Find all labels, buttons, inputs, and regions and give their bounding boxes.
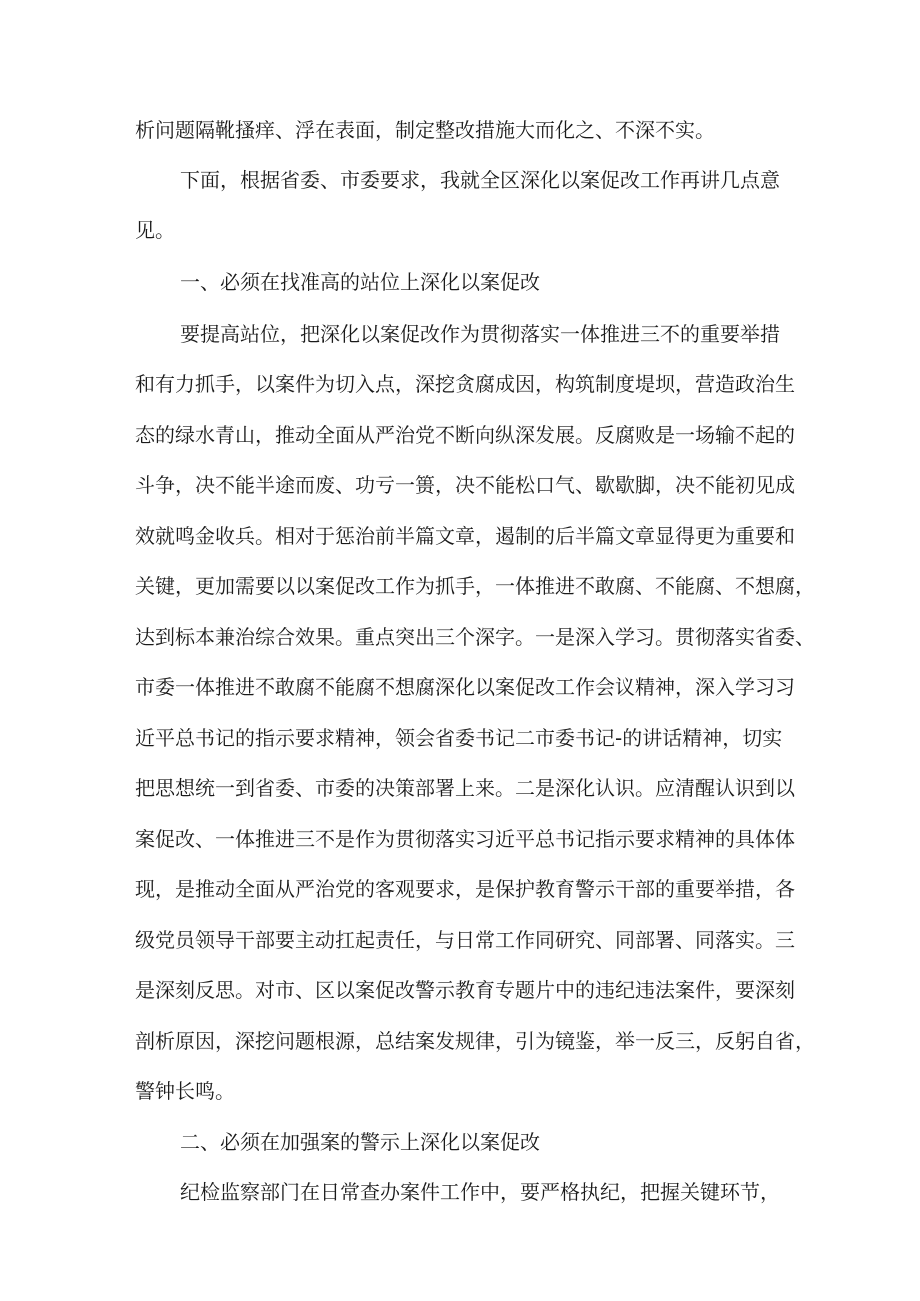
body-line-20: 警钟长鸣。: [135, 1079, 235, 1103]
body-line-17: 级党员领导干部要主动扛起责任，与日常工作同研究、同部署、同落实。三: [135, 928, 795, 952]
body-line-11: 达到标本兼治综合效果。重点突出三个深字。一是深入学习。贯彻落实省委、: [135, 625, 815, 649]
body-line-6: 和有力抓手，以案件为切入点，深挖贪腐成因，构筑制度堤坝，营造政治生: [135, 372, 795, 396]
body-line-18: 是深刻反思。对市、区以案促改警示教育专题片中的违纪违法案件，要深刻: [135, 978, 795, 1002]
body-line-22: 纪检监察部门在日常查办案件工作中，要严格执纪，把握关键环节，: [180, 1180, 780, 1204]
body-line-7: 态的绿水青山，推动全面从严治党不断向纵深发展。反腐败是一场输不起的: [135, 423, 795, 447]
body-line-5: 要提高站位，把深化以案促改作为贯彻落实一体推进三不的重要举措: [180, 322, 780, 346]
section-heading-2: 二、必须在加强案的警示上深化以案促改: [180, 1130, 540, 1154]
body-line-3: 见。: [135, 218, 175, 242]
section-heading-1: 一、必须在找准高的站位上深化以案促改: [180, 270, 540, 294]
body-line-9: 效就鸣金收兵。相对于惩治前半篇文章，遏制的后半篇文章显得更为重要和: [135, 524, 795, 548]
body-line-14: 把思想统一到省委、市委的决策部署上来。二是深化认识。应清醒认识到以: [135, 776, 795, 800]
body-line-1: 析问题隔靴搔痒、浮在表面，制定整改措施大而化之、不深不实。: [135, 118, 715, 142]
body-line-2: 下面，根据省委、市委要求，我就全区深化以案促改工作再讲几点意: [180, 168, 780, 192]
body-line-13: 近平总书记的指示要求精神，领会省委书记二市委书记-的讲话精神，切实: [135, 726, 783, 750]
body-line-8: 斗争，决不能半途而废、功亏一篑，决不能松口气、歇歇脚，决不能初见成: [135, 473, 795, 497]
body-line-10: 关键，更加需要以以案促改工作为抓手，一体推进不敢腐、不能腐、不想腐，: [135, 574, 815, 598]
body-line-12: 市委一体推进不敢腐不能腐不想腐深化以案促改工作会议精神，深入学习习: [135, 675, 795, 699]
body-line-15: 案促改、一体推进三不是作为贯彻落实习近平总书记指示要求精神的具体体: [135, 827, 795, 851]
body-line-19: 剖析原因，深挖问题根源，总结案发规律，引为镜鉴，举一反三，反躬自省，: [135, 1029, 815, 1053]
body-line-16: 现，是推动全面从严治党的客观要求，是保护教育警示干部的重要举措，各: [135, 877, 795, 901]
